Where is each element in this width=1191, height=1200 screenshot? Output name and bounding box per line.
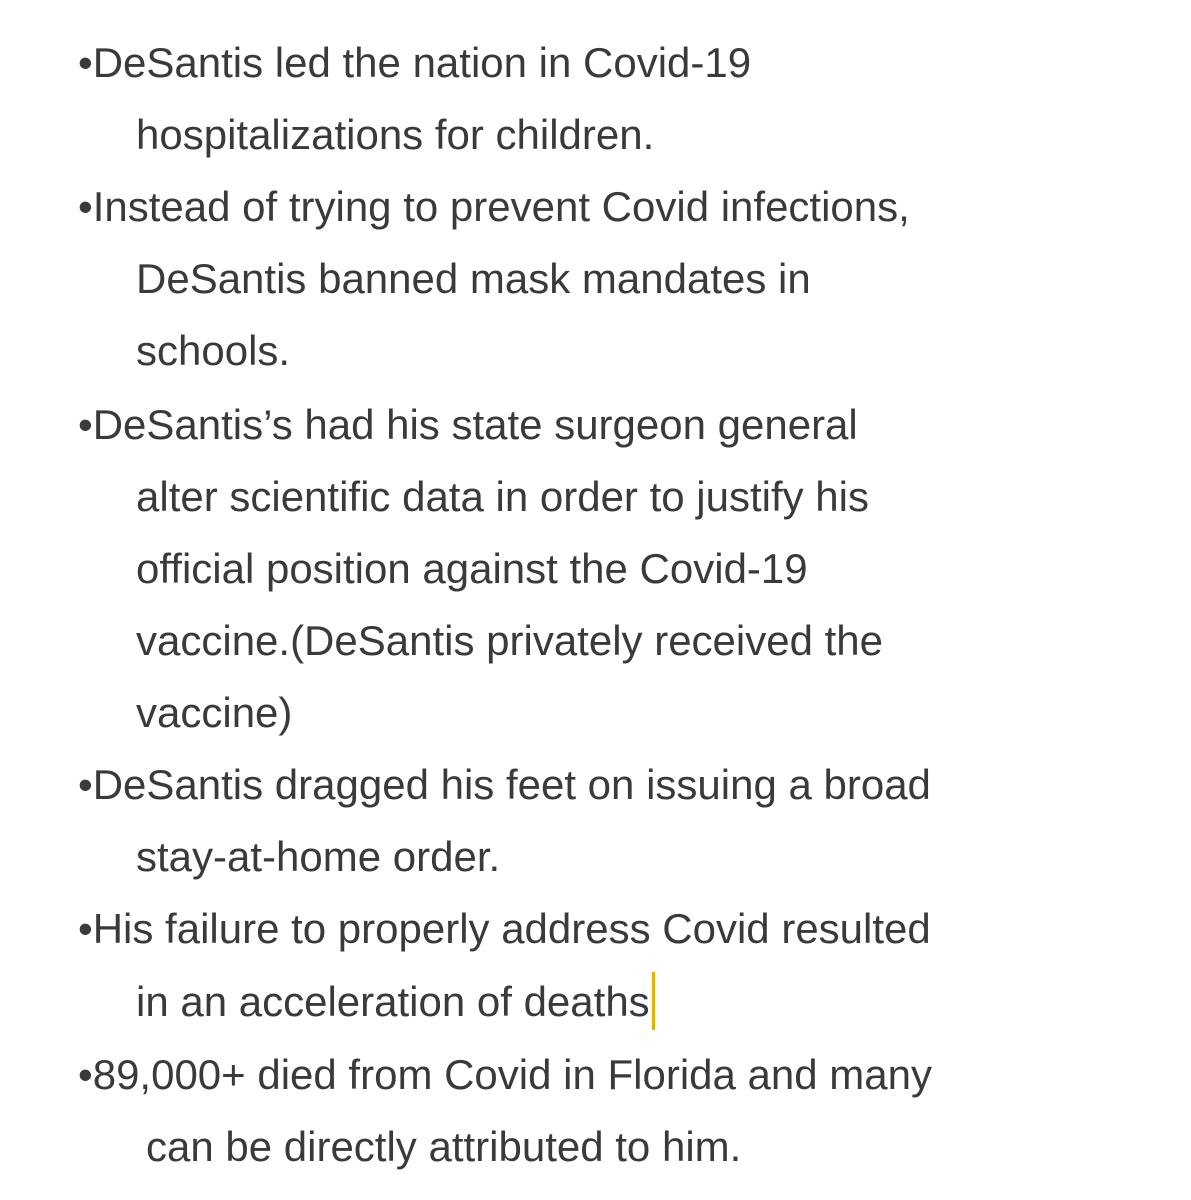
- bullet-5-line-2: [136, 976, 655, 1026]
- bullet-2-line-2: DeSantis banned mask mandates in: [136, 255, 811, 302]
- bullet-1-line-1: •DeSantis led the nation in Covid-19: [78, 39, 752, 86]
- bullet-3-line-2: alter scientific data in order to justify his: [136, 473, 869, 520]
- bullet-4-line-1: •DeSantis dragged his feet on issuing a broad: [78, 761, 931, 808]
- bullet-2-line-1: •Instead of trying to prevent Covid infections,: [78, 183, 910, 230]
- bullet-3-line-5: vaccine): [136, 689, 293, 736]
- bullet-3-line-1: •DeSantis’s had his state surgeon general: [78, 401, 858, 448]
- bullet-1-line-2: hospitalizations for children.: [136, 111, 655, 158]
- bullet-6-line-2: can be directly attributed to him.: [146, 1123, 742, 1170]
- bullet-5-line-2-text: in an acceleration of deaths: [136, 978, 650, 1026]
- bullet-3-line-4: vaccine.(DeSantis privately received the: [136, 617, 884, 664]
- bullet-4-line-2: stay-at-home order.: [136, 833, 501, 880]
- bullet-6-line-1: •89,000+ died from Covid in Florida and many: [78, 1051, 933, 1098]
- text-cursor-caret: [652, 972, 655, 1030]
- bullet-3-line-3: official position against the Covid-19: [136, 545, 808, 592]
- bullet-5-line-1: •His failure to properly address Covid resulted: [78, 905, 931, 952]
- bullet-2-line-3: schools.: [136, 327, 291, 374]
